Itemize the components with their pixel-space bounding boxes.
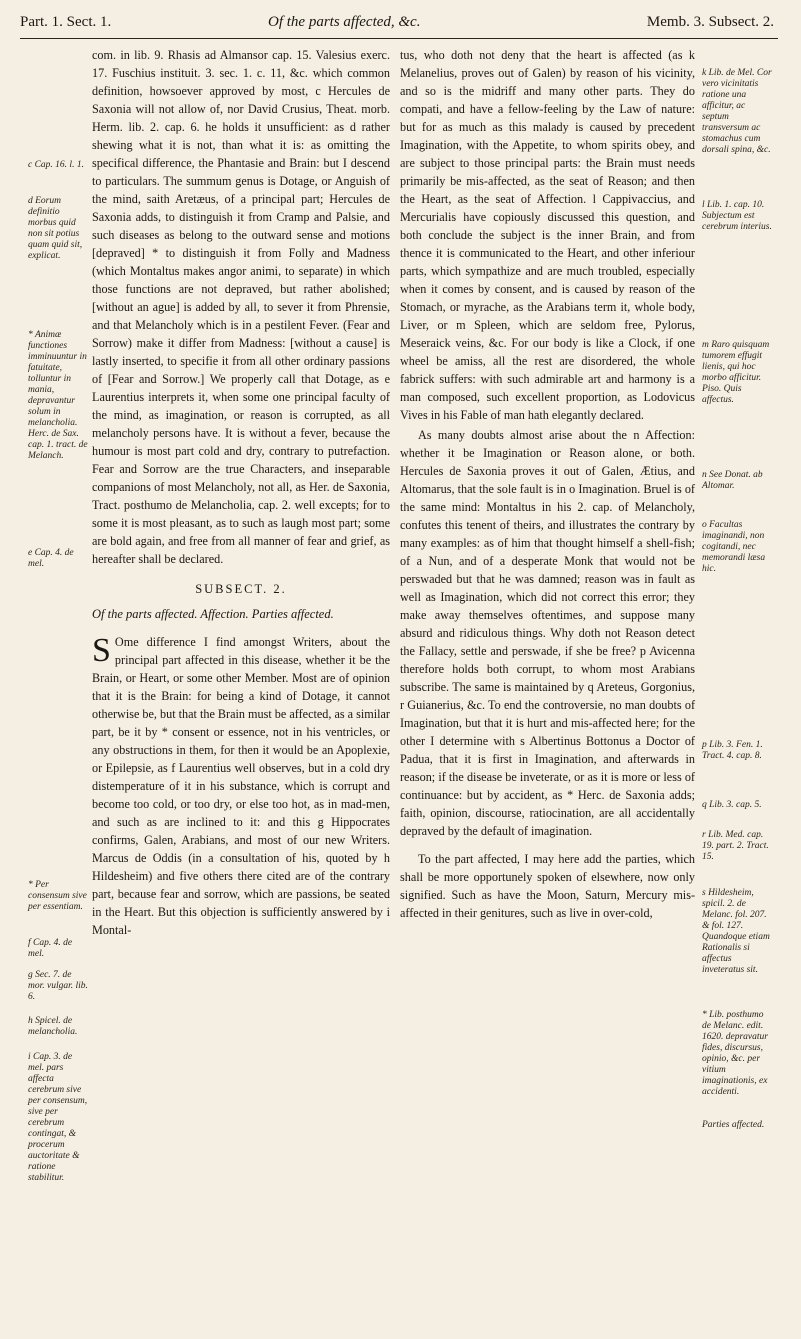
margin-note-left: e Cap. 4. de mel. <box>28 548 74 569</box>
margin-note-left: c Cap. 16. l. 1. <box>28 160 84 170</box>
margin-note-left: g Sec. 7. de mor. vulgar. lib. 6. <box>28 970 88 1002</box>
margin-note-right: Parties affected. <box>702 1120 765 1130</box>
margin-note-left: h Spicel. de melancholia. <box>28 1016 78 1037</box>
body-paragraph: com. in lib. 9. Rhasis ad Almansor cap. 15. Valesius exerc. 17. Fuschius instituit. 3. sec. 1. c. 11, &c. which common definition, howsoever approved by most, c Hercules de Saxonia will not allow of, nor David Crusius, Theat. morb. Herm. lib. 2. cap. 6. he holds it unsufficient: as d rather shewing what it is not, than what it is: as omitting the specifical difference, the Phantasie and Brain: but I descend to particulars. The summum genus is Dotage, or Anguish of the mind, saith Aretæus, of a principal part; Hercules de Saxonia adds, to distinguish it from Cramp and Palsie, and such diseases as belong to the outward sense and motions [depraved] * to distinguish it from Folly and Madness (which Montaltus makes angor animi, to separate) in which those functions are not depraved, but rather abolished; [without an ague] is added by all, to sever it from Phrensie, and that Melancholy which is in a pestilent Fever. (Fear and Sorrow) make it differ from Madness: [without a cause] is lastly inserted, to specifie it from all other ordinary passions of [Fear and Sorrow.] We properly call that Dotage, as e Laurentius interprets it, when some one principal faculty of the mind, as imagination, or reason is corrupted, as all melancholy persons have. It is without a fever, because the humour is most part cold and dry, contrary to putrefaction. Fear and Sorrow are the true Characters, and inseparable companions of most Melancholy, not all, as Her. de Saxonia, Tract. posthumo de Melancholia, cap. 2. well excepts; for to some it is most pleasant, as to such as laugh most part; some are bold again, and free from all manner of fear and grief, as hereafter shall be declared. <box>92 48 390 566</box>
left-text-column <box>92 46 390 941</box>
margin-note-left: * Per consensum sive per essentiam. <box>28 880 87 912</box>
right-text-column <box>400 46 695 924</box>
body-paragraph: As many doubts almost arise about the n Affection: whether it be Imagination or Reason alone, or both. Hercules de Saxonia proves it out of Galen, Ætius, and Altomarus, that the sole fault is in o Imagination. Bruel is of the same mind: Montaltus in his 2. cap. of Melancholy, confutes this tenent of theirs, and illustrates the contrary by many examples: as of him that thought himself a shell-fish; of a Nun, and of a desperate Monk that would not be perswaded but that he was damned; reason was in fault as well as Imagination, which did not correct this error; they make away themselves oftentimes, and suppose many absurd and ridiculous things. Why doth not Reason detect the Fallacy, settle and perswade, if she be free? p Avicenna therefore holds both corrupt, to whom most Arabians subscribe. The same is maintained by q Areteus, Gorgonius, r Guianerius, &c. To end the controversie, no man doubts of Imagination, but that it is hurt and mis-affected here; for the other I determine with s Albertinus Bottonus a Doctor of Padua, that it is first in Imagination, and afterwards in reason; if the disease be inveterate, or as it is more or less of continuance: but by accident, as * Herc. de Saxonia adds; faith, opinion, discourse, ratiocination, are all accidentally depraved by the default of imagination. <box>400 428 695 838</box>
header-part-section: Part. 1. Sect. 1. <box>20 14 112 30</box>
margin-note-right: p Lib. 3. Fen. 1. Tract. 4. cap. 8. <box>702 740 763 761</box>
header-rule <box>20 38 778 39</box>
margin-note-right: s Hildesheim, spicil. 2. de Melanc. fol. 207. & fol. 127. Quandoque etiam Rationalis si affectus inveteratus sit. <box>702 888 770 975</box>
margin-note-right: r Lib. Med. cap. 19. part. 2. Tract. 15. <box>702 830 769 862</box>
body-paragraph: tus, who doth not deny that the heart is affected (as k Melanelius, proves out of Galen) by reason of his vicinity, and so is the midriff and many other parts. They do compati, and have a fellow-feeling by the Law of nature: but for as much as this malady is caused by precedent Imagination, with the Appetite, to whom spirits obey, and are subject to those principal parts: the Brain must needs primarily be mis-affected, as the seat of Reason; and then the Heart, as the seat of Affection. l Cappivaccius, and Mercurialis have copiously discussed this question, and both conclude the subject is the inner Brain, and from thence it is communicated to the Heart, and other inferiour parts, which sympathize and are much troubled, especially when it comes by consent, and is caused by reason of the Stomach, or myrache, as the Arabians term it, whole body, Liver, or m Spleen, which are seldom free, Pylorus, Meseraick veins, &c. For our body is like a Clock, if one wheel be amiss, all the rest are disordered, the whole fabrick suffers: with such admirable art and harmony is a man composed, such excellent proportion, as Lodovicus Vives in his Fable of man hath elegantly declared. <box>400 48 695 422</box>
margin-note-left: i Cap. 3. de mel. pars affecta cerebrum sive per consensum, sive per cerebrum contingat, & procerum auctoritate & ratione stabilitur. <box>28 1052 88 1183</box>
margin-note-right: n See Donat. ab Altomar. <box>702 470 763 491</box>
subsection-heading: SUBSECT. 2. <box>195 582 287 596</box>
margin-note-left: f Cap. 4. de mel. <box>28 938 73 959</box>
margin-note-right: m Raro quisquam tumorem effugit lienis, qui hoc morbo afficitur. Piso. Quis affectus. <box>702 340 770 405</box>
running-header <box>20 14 780 36</box>
margin-note-right: k Lib. de Mel. Cor vero vicinitatis ratione una afficitur, ac septum transversum ac stomachus cum dorsali spina, &c. <box>702 68 772 155</box>
drop-cap: S <box>92 632 111 669</box>
margin-note-right: * Lib. posthumo de Melanc. edit. 1620. depravatur fides, discursus, opinio, &c. per vitium imaginationis, ex accidenti. <box>702 1010 768 1097</box>
margin-note-left: d Eorum definitio morbus quid non sit potius quam quid sit, explicat. <box>28 196 83 261</box>
margin-note-left: * Animæ functiones imminuuntur in fatuitate, tolluntur in mania, depravantur solum in melancholia. Herc. de Sax. cap. 1. tract. de Melanch. <box>28 330 88 461</box>
body-paragraph: To the part affected, I may here add the parties, which shall be more opportunely spoken of elsewhere, now only signified. Such as have the Moon, Saturn, Mercury mis-affected in their genitures, such as live in over-cold, <box>400 852 695 920</box>
header-member-subsection: Memb. 3. Subsect. 2. <box>646 14 774 30</box>
body-paragraph: Ome difference I find amongst Writers, about the principal part affected in this disease, whether it be the Brain, or Heart, or some other Member. Most are of opinion that it is the Brain: for being a kind of Dotage, it cannot otherwise be, but that the Brain must be affected, as a similar part, be it by * consent or essence, not in his ventricles, or any obstructions in them, for then it would be an Apoplexie, or Epilepsie, as f Laurentius well observes, but in a cold dry distemperature of it in his substance, which is corrupt and become too cold, or too dry, or else too hot, as in mad-men, and such as are inclined to it: and this g Hippocrates confirms, Galen, Arabians, and most of our new Writers. Marcus de Oddis (in a consultation of his, quoted by h Hildesheim) and five others there cited are of the contrary part, because fear and sorrow, which are passions, be seated in the Heart. But this objection is sufficiently answered by i Montal- <box>92 635 390 937</box>
subsection-title: Of the parts affected. Affection. Parties affected. <box>92 607 334 621</box>
margin-note-right: q Lib. 3. cap. 5. <box>702 800 762 810</box>
header-title: Of the parts affected, &c. <box>268 14 421 30</box>
margin-note-right: l Lib. 1. cap. 10. Subjectum est cerebrum interius. <box>702 200 772 232</box>
margin-note-right: o Facultas imaginandi, non cogitandi, nec memorandi læsa hic. <box>702 520 766 574</box>
